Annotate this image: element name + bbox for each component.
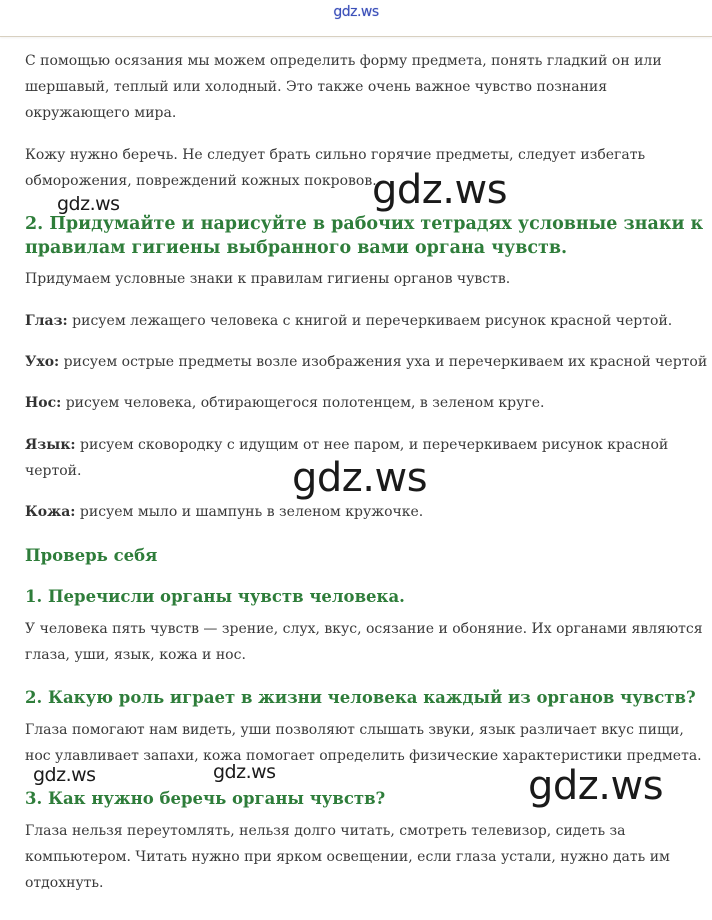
question-heading: 2. Какую роль играет в жизни человека каждый из органов чувств? — [25, 688, 696, 707]
paragraph-line: Придумаем условные знаки к правилам гигиены органов чувств. — [25, 271, 511, 287]
rule-label: Нос: — [25, 395, 62, 411]
question-heading: 1. Перечисли органы чувств человека. — [25, 587, 405, 606]
watermark: gdz.ws — [528, 763, 664, 809]
site-logo[interactable]: gdz.ws — [333, 4, 379, 20]
rule-text: рисуем мыло и шампунь в зеленом кружочке. — [75, 504, 424, 520]
paragraph-line: Кожу нужно беречь. Не следует брать сильно горячие предметы, следует избегать — [25, 147, 646, 163]
answer-line: нос улавливает запахи, кожа помогает определить физические характеристики предмета. — [25, 748, 702, 764]
paragraph-line: шершавый, теплый или холодный. Это также очень важное чувство познания — [25, 79, 608, 95]
watermark: gdz.ws — [292, 455, 428, 501]
paragraph-line: обморожения, повреждений кожных покровов. — [25, 173, 377, 189]
rule-label: Язык: — [25, 437, 76, 453]
task-heading: 2. Придумайте и нарисуйте в рабочих тетрадях условные знаки к — [25, 214, 704, 234]
paragraph-line: окружающего мира. — [25, 105, 177, 121]
question-heading: 3. Как нужно беречь органы чувств? — [25, 789, 386, 808]
rule-label: Кожа: — [25, 504, 76, 520]
rule-eye — [25, 308, 685, 334]
answer-line: отдохнуть. — [25, 875, 104, 891]
rule-nose — [25, 390, 685, 416]
task-heading: правилам гигиены выбранного вами органа чувств. — [25, 238, 568, 258]
answer-line: компьютером. Читать нужно при ярком освещении, если глаза устали, нужно дать им — [25, 849, 670, 865]
rule-text: рисуем сковородку с идущим от нее паром, и перечеркиваем рисунок красной — [75, 437, 669, 453]
rule-text: рисуем человека, обтирающегося полотенцем, в зеленом круге. — [61, 395, 545, 411]
watermark: gdz.ws — [372, 167, 508, 213]
answer-line: глаза, уши, язык, кожа и нос. — [25, 647, 246, 663]
watermark: gdz.ws — [213, 761, 276, 783]
rule-tongue-cont: чертой. — [25, 463, 82, 479]
rule-text: рисуем острые предметы возле изображения уха и перечеркиваем их красной чертой — [59, 354, 708, 370]
rule-text: рисуем лежащего человека с книгой и перечеркиваем рисунок красной чертой. — [67, 313, 673, 329]
section-heading: Проверь себя — [25, 546, 158, 565]
rule-ear — [25, 349, 708, 375]
paragraph-line: С помощью осязания мы можем определить форму предмета, понять гладкий он или — [25, 53, 662, 69]
watermark: gdz.ws — [33, 764, 96, 786]
rule-skin — [25, 499, 685, 525]
answer-line: Глаза помогают нам видеть, уши позволяют слышать звуки, язык различает вкус пищи, — [25, 722, 684, 738]
watermark: gdz.ws — [57, 193, 120, 215]
answer-line: У человека пять чувств — зрение, слух, вкус, осязание и обоняние. Их органами являются — [25, 621, 703, 637]
site-header — [0, 0, 712, 37]
answer-line: Глаза нельзя переутомлять, нельзя долго читать, смотреть телевизор, сидеть за — [25, 823, 626, 839]
rule-label: Ухо: — [25, 354, 60, 370]
rule-label: Глаз: — [25, 313, 68, 329]
